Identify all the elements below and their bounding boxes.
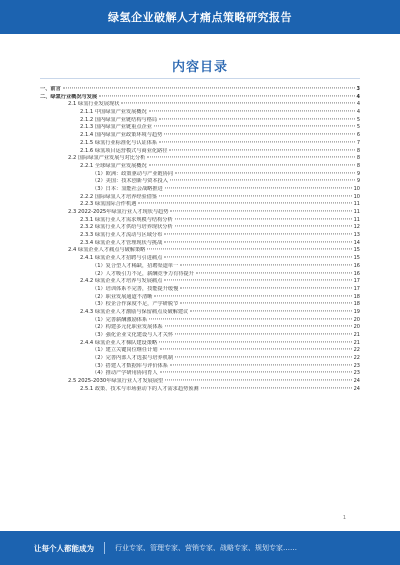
toc-leader-dots	[175, 218, 352, 219]
toc-entry-title: 2.2.1 全球绿氢产业发展概况	[80, 162, 147, 169]
toc-entry-title: （3）搭建人才数据库与评价体系	[92, 362, 168, 369]
toc-entry[interactable]	[40, 263, 360, 271]
toc-leader-dots	[154, 126, 355, 127]
toc-entry-page: 6	[356, 132, 360, 139]
toc-entry-page: 10	[353, 193, 360, 200]
toc-entry[interactable]	[40, 332, 360, 340]
toc-entry-page: 4	[356, 93, 360, 100]
toc-leader-dots	[170, 210, 351, 211]
toc-entry-title: 2.2.2 国际绿氢人才培养经验借鉴	[80, 193, 158, 200]
toc-entry[interactable]	[40, 140, 360, 148]
toc-entry[interactable]	[40, 178, 360, 186]
toc-entry[interactable]	[40, 171, 360, 179]
toc-entry[interactable]	[40, 117, 360, 125]
toc-divider	[40, 78, 360, 79]
toc-entry-page: 20	[353, 316, 360, 323]
toc-entry[interactable]	[40, 301, 360, 309]
toc-leader-dots	[121, 103, 354, 104]
toc-entry-title: （1）复合型人才稀缺，招聘渠道单一	[92, 262, 179, 269]
toc-entry-page: 5	[356, 124, 360, 131]
toc-entry[interactable]	[40, 155, 360, 163]
toc-entry[interactable]	[40, 271, 360, 279]
toc-entry[interactable]	[40, 163, 360, 171]
toc-entry[interactable]	[40, 255, 360, 263]
toc-leader-dots	[165, 187, 352, 188]
toc-entry-title: （3）校企合作深度不足，产学研脱节	[92, 301, 179, 308]
toc-entry-title: 2.1.3 国内绿氢产业链重点企业	[80, 124, 152, 131]
toc-entry-page: 22	[353, 355, 360, 362]
footer-banner	[0, 531, 400, 565]
toc-entry-page: 18	[353, 293, 360, 300]
toc-entry-page: 19	[353, 308, 360, 315]
toc-leader-dots	[170, 364, 352, 365]
toc-leader-dots	[149, 318, 351, 319]
toc-entry-title: 2.4.3 绿氢企业人才激励与保留痛点及破解建议	[80, 308, 189, 315]
toc-leader-dots	[159, 141, 355, 142]
toc-leader-dots	[159, 341, 352, 342]
toc-entry-page: 11	[353, 209, 360, 215]
toc-entry-title: 2.3.3 绿氢行业人才流动与区域分布	[80, 232, 163, 239]
toc-entry-title: 2.1.6 绿氢项目运营模式与商业化路径	[80, 147, 168, 154]
toc-entry-title: （3）强化企业文化建设与人才关怀	[92, 332, 174, 338]
toc-leader-dots	[138, 203, 351, 204]
toc-entry[interactable]	[40, 148, 360, 156]
toc-entry-page: 8	[356, 155, 360, 162]
table-of-contents	[40, 86, 360, 394]
toc-leader-dots	[164, 257, 351, 258]
toc-entry-page: 15	[353, 255, 360, 262]
toc-leader-dots	[175, 333, 352, 334]
toc-entry[interactable]	[40, 209, 360, 217]
toc-leader-dots	[164, 241, 351, 242]
toc-entry[interactable]	[40, 309, 360, 317]
toc-entry-title: （1）建立关键岗位继任计划	[92, 347, 158, 354]
toc-entry[interactable]	[40, 278, 360, 286]
toc-entry-title: （1）培训体系不完善，技能提升缓慢	[92, 285, 179, 292]
toc-leader-dots	[190, 310, 351, 311]
toc-leader-dots	[165, 326, 352, 327]
toc-entry[interactable]	[40, 186, 360, 194]
toc-entry-page: 15	[353, 247, 360, 254]
toc-leader-dots	[165, 380, 351, 381]
footer-slogan: 让每个人都能成为	[34, 543, 94, 553]
toc-entry-page: 3	[356, 86, 360, 92]
toc-entry-page: 23	[353, 362, 360, 369]
toc-leader-dots	[154, 295, 351, 296]
toc-entry[interactable]	[40, 109, 360, 117]
toc-leader-dots	[160, 349, 352, 350]
toc-entry-title: 2.1.5 绿氢行业标准化与认证体系	[80, 139, 158, 146]
toc-entry[interactable]	[40, 86, 360, 94]
toc-leader-dots	[159, 118, 355, 119]
toc-entry-title: （2）职业发展通道不清晰	[92, 293, 153, 300]
toc-entry-page: 21	[353, 339, 360, 346]
toc-entry-page: 7	[356, 139, 360, 146]
toc-entry-page: 22	[353, 347, 360, 354]
toc-entry-page: 12	[353, 224, 360, 231]
toc-entry-page: 4	[356, 109, 360, 116]
toc-entry[interactable]	[40, 347, 360, 355]
toc-entry-title: 2.4.1 绿氢企业人才招聘与引进痛点	[80, 255, 163, 262]
toc-entry-page: 9	[356, 170, 360, 177]
toc-leader-dots	[196, 272, 352, 273]
toc-entry[interactable]	[40, 286, 360, 294]
toc-entry-title: （2）完善内部人才选拔与培养机制	[92, 355, 174, 362]
toc-leader-dots	[169, 149, 354, 150]
toc-leader-dots	[164, 233, 351, 234]
toc-leader-dots	[160, 372, 352, 373]
toc-entry-title: （2）构建多元化职业发展体系	[92, 324, 163, 331]
toc-entry[interactable]	[40, 378, 360, 386]
toc-entry[interactable]	[40, 124, 360, 132]
toc-entry-page: 8	[356, 162, 360, 169]
toc-leader-dots	[149, 164, 355, 165]
toc-entry-title: 2.3.2 绿氢行业人才供给与培养现状分析	[80, 224, 173, 231]
toc-entry-title: （1）完善薪酬激励体系	[92, 316, 148, 323]
toc-entry-page: 8	[356, 147, 360, 154]
toc-leader-dots	[175, 172, 355, 173]
toc-entry-title: 2.1 绿氢行业发展现状	[68, 101, 120, 108]
toc-entry-page: 20	[353, 324, 360, 331]
toc-leader-dots	[63, 87, 355, 88]
toc-entry[interactable]	[40, 194, 360, 202]
toc-entry-title: 2.3.4 绿氢企业人才管理现状与挑战	[80, 239, 163, 246]
toc-entry[interactable]	[40, 324, 360, 332]
toc-entry-title: 2.5.1 政策、技术与市场驱动下的人才需求趋势预测	[80, 385, 199, 392]
footer-tagline: 行业专家、管理专家、营销专家、战略专家、规划专家……	[115, 544, 297, 552]
toc-leader-dots	[170, 180, 355, 181]
toc-leader-dots	[201, 387, 352, 388]
toc-entry[interactable]	[40, 240, 360, 248]
toc-entry-title: 2.4.4 绿氢企业人才梯队建设策略	[80, 339, 158, 346]
toc-entry-page: 14	[353, 239, 360, 246]
toc-leader-dots	[99, 95, 354, 96]
toc-entry-page: 4	[356, 101, 360, 108]
toc-entry[interactable]	[40, 132, 360, 140]
toc-entry-title: 2.4.2 绿氢企业人才培养与发展痛点	[80, 278, 163, 285]
header-banner	[0, 0, 400, 34]
toc-entry[interactable]	[40, 294, 360, 302]
toc-entry-page: 18	[353, 301, 360, 308]
toc-entry-title: 2.1.1 中国绿氢产业发展概况	[80, 109, 147, 116]
toc-entry-title: （4）推动产学研用协同育人	[92, 370, 158, 377]
toc-entry[interactable]	[40, 224, 360, 232]
toc-leader-dots	[149, 110, 355, 111]
toc-entry-page: 16	[353, 270, 360, 277]
toc-entry-page: 23	[353, 370, 360, 377]
toc-entry-page: 24	[353, 385, 360, 392]
toc-entry-title: 2.5 2025-2030年绿氢行业人才发展展望	[68, 378, 164, 385]
toc-leader-dots	[164, 280, 351, 281]
toc-leader-dots	[175, 356, 352, 357]
toc-leader-dots	[159, 195, 352, 196]
report-title: 绿氢企业破解人才痛点策略研究报告	[108, 11, 292, 24]
toc-entry-title: 一、前言	[40, 86, 61, 92]
footer-divider	[104, 542, 105, 554]
toc-entry-title: （2）人才吸引力不足，薪酬竞争力有待提升	[92, 270, 194, 277]
toc-entry-title: （1）欧洲：政策驱动与产业链协同	[92, 170, 174, 177]
toc-entry-title: 2.1.4 国内绿氢产业政策环境与趋势	[80, 132, 163, 139]
toc-entry-title: 2.1.2 国内绿氢产业链结构与格局	[80, 116, 158, 123]
toc-entry[interactable]	[40, 355, 360, 363]
toc-entry-page: 5	[356, 116, 360, 123]
toc-leader-dots	[147, 249, 351, 250]
toc-entry-title: （2）美国：技术创新与资本投入	[92, 178, 168, 185]
toc-entry[interactable]	[40, 247, 360, 255]
toc-entry-page: 17	[353, 285, 360, 292]
toc-entry-page: 21	[353, 332, 360, 338]
toc-entry[interactable]	[40, 217, 360, 225]
toc-entry-page: 11	[353, 216, 360, 223]
toc-entry[interactable]	[40, 363, 360, 371]
toc-entry-title: 2.3.1 绿氢行业人才需求规模与结构分析	[80, 216, 173, 223]
toc-entry-page: 24	[353, 378, 360, 385]
toc-entry[interactable]	[40, 232, 360, 240]
page-number: 1	[342, 515, 346, 521]
toc-entry[interactable]	[40, 386, 360, 394]
toc-leader-dots	[180, 303, 351, 304]
toc-entry-page: 11	[353, 201, 360, 208]
toc-entry-title: （3）日本：氢能社会战略推进	[92, 185, 163, 192]
toc-entry-page: 16	[353, 262, 360, 269]
toc-entry[interactable]	[40, 94, 360, 102]
toc-entry[interactable]	[40, 370, 360, 378]
toc-leader-dots	[180, 264, 351, 265]
toc-entry[interactable]	[40, 201, 360, 209]
toc-entry[interactable]	[40, 101, 360, 109]
toc-leader-dots	[164, 134, 355, 135]
toc-leader-dots	[180, 287, 351, 288]
toc-entry[interactable]	[40, 317, 360, 325]
toc-entry-title: 2.2 国际绿氢产业发展与对比分析	[68, 155, 146, 162]
toc-entry-page: 9	[356, 178, 360, 185]
toc-entry-title: 2.4 绿氢企业人才痛点与破解策略	[68, 247, 146, 254]
toc-leader-dots	[147, 157, 354, 158]
toc-entry-title: 2.2.3 绿氢国际合作机遇	[80, 201, 137, 208]
toc-heading: 内容目录	[171, 60, 228, 75]
toc-entry[interactable]	[40, 340, 360, 348]
toc-leader-dots	[175, 226, 352, 227]
toc-entry-page: 17	[353, 278, 360, 285]
toc-entry-page: 13	[353, 232, 360, 239]
toc-entry-title: 二、绿氢行业概况与发展	[40, 93, 98, 100]
toc-entry-page: 10	[353, 185, 360, 192]
toc-entry-title: 2.3 2022-2025年绿氢行业人才现状与趋势	[68, 209, 169, 215]
